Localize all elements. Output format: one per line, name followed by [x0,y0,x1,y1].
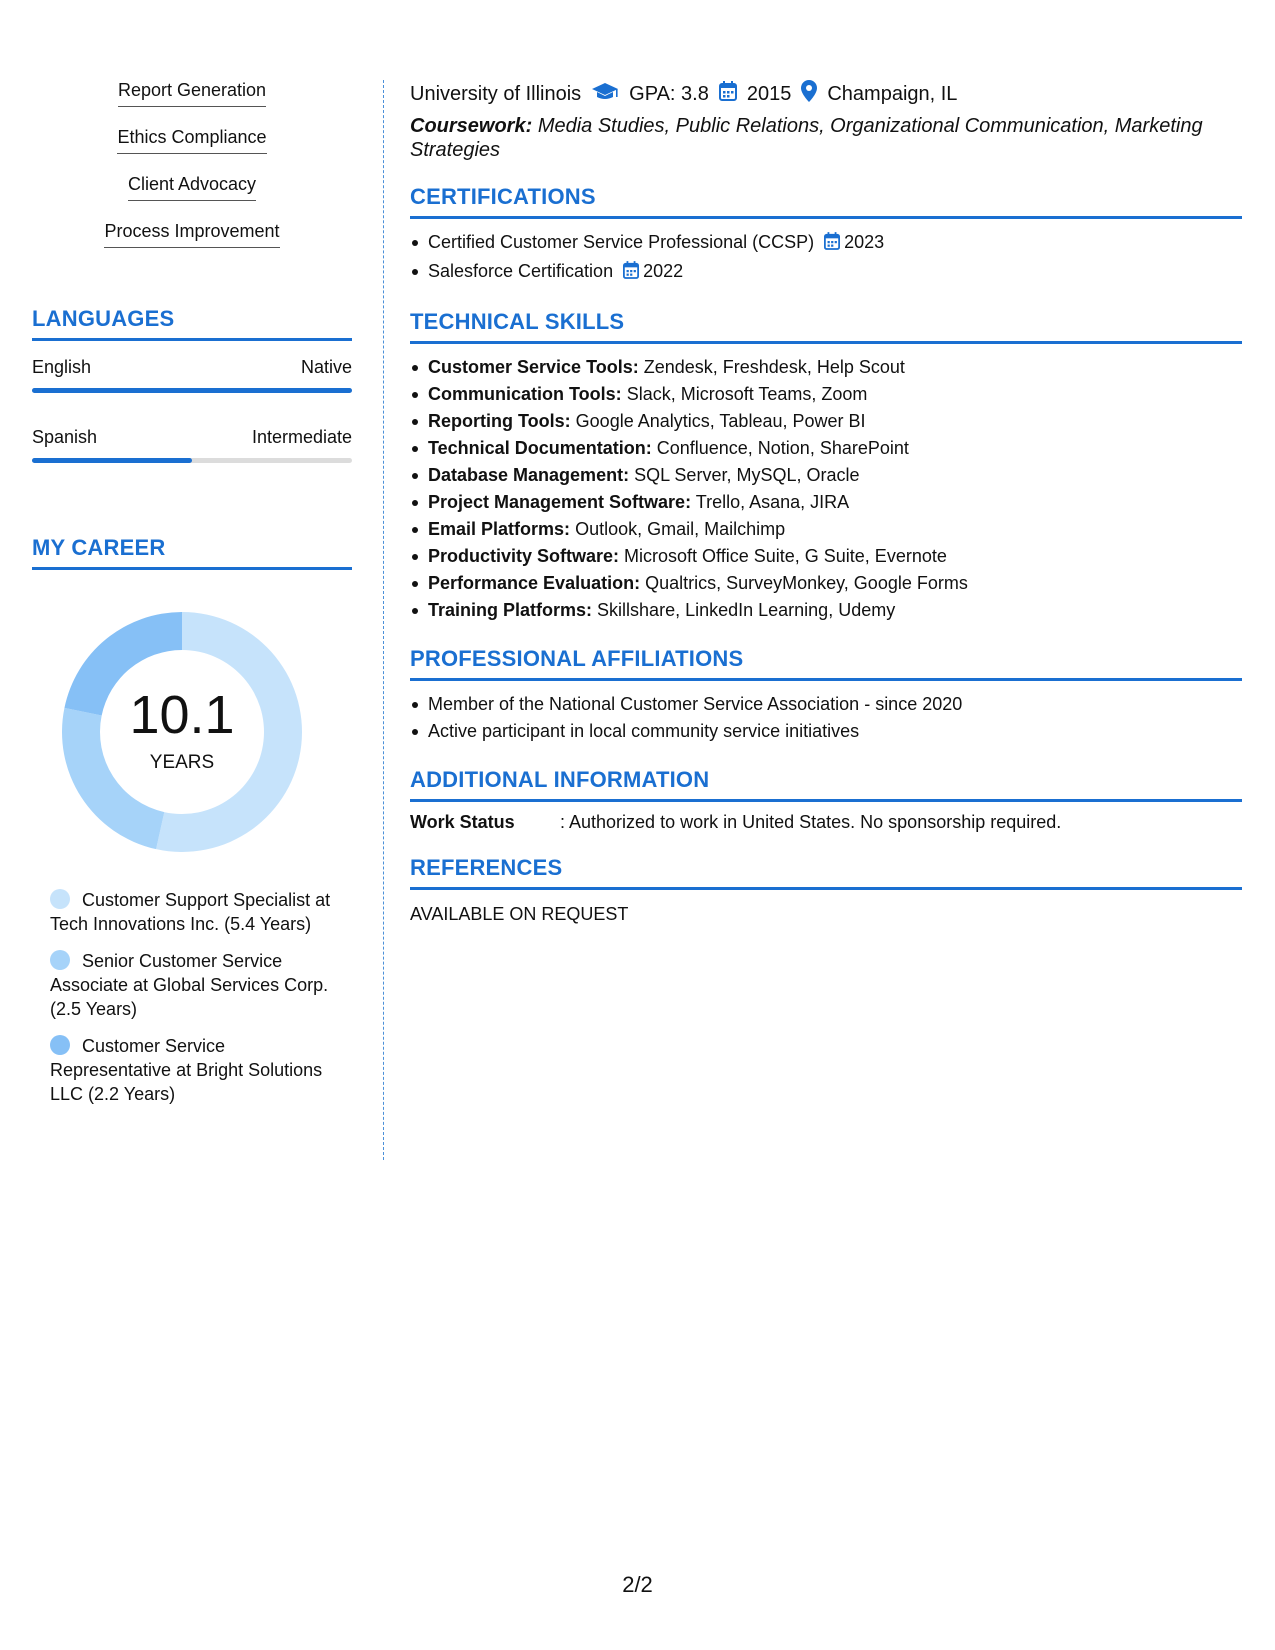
school-name: University of Illinois [410,82,582,105]
technical-skill-item [410,570,1242,597]
technical-skill-value: Microsoft Office Suite, G Suite, Evernote [624,546,947,566]
career-role [50,888,340,936]
calendar-icon [623,260,639,287]
coursework-label: Coursework: [410,115,533,137]
right-column [410,80,1242,925]
technical-skill-value: Outlook, Gmail, Mailchimp [575,519,786,539]
coursework-list: Media Studies, Public Relations, Organizational Communication, Marketing Strategies [410,115,1203,161]
technical-skills-section [410,309,1242,624]
technical-skill-label: Email Platforms: [428,519,571,539]
languages-section [32,306,352,463]
career-section [32,535,352,1106]
technical-skill-label: Customer Service Tools: [428,357,639,377]
calendar-icon [719,81,737,107]
affiliations-section [410,646,1242,745]
legend-dot [50,1035,70,1055]
technical-skill-value: Confluence, Notion, SharePoint [656,438,909,458]
additional-info-title: ADDITIONAL INFORMATION [410,767,1242,802]
legend-dot [50,950,70,970]
languages-title: LANGUAGES [32,306,352,341]
references-section [410,855,1242,925]
career-title: MY CAREER [32,535,352,570]
technical-skill-label: Database Management: [428,465,630,485]
certification-name: Salesforce Certification [428,261,614,281]
technical-skill-item [410,516,1242,543]
certification-item [410,229,1242,258]
technical-skill-label: Performance Evaluation: [428,573,641,593]
coursework [410,114,1242,162]
technical-skill-value: Zendesk, Freshdesk, Help Scout [643,357,905,377]
language-name: English [32,357,92,377]
technical-skill-item [410,381,1242,408]
technical-skill-value: Slack, Microsoft Teams, Zoom [626,384,868,404]
technical-skill-item [410,462,1242,489]
graduation-year: 2015 [746,82,792,105]
technical-skill-label: Productivity Software: [428,546,620,566]
career-donut-chart [62,612,302,852]
column-divider [383,80,384,1160]
technical-skill-item [410,543,1242,570]
page-number: 2/2 [622,1572,653,1597]
technical-skill-item [410,408,1242,435]
skill-list [32,80,352,268]
technical-skill-item [410,489,1242,516]
technical-skill-label: Training Platforms: [428,600,593,620]
work-status-label: Work Status [410,812,515,832]
legend-dot [50,889,70,909]
certification-year: 2022 [643,261,684,281]
technical-skill-item [410,354,1242,381]
technical-skill-item [410,597,1242,624]
additional-info-section [410,767,1242,833]
certification-name: Certified Customer Service Professional (CCSP) [428,232,815,252]
language-bar [32,458,352,463]
technical-skill-item [410,435,1242,462]
language-item [32,427,352,463]
affiliation-item: Active participant in local community service initiatives [410,718,1242,745]
language-item [32,357,352,393]
education-location: Champaign, IL [827,82,958,105]
career-role [50,1034,340,1106]
affiliations-list [410,691,1242,745]
references-text: AVAILABLE ON REQUEST [410,904,629,924]
certification-year: 2023 [844,232,885,252]
certifications-list [410,229,1242,287]
work-status-row [410,812,1242,833]
career-role-label: Senior Customer Service Associate at Global Services Corp. (2.5 Years) [50,951,329,1019]
map-pin-icon [801,80,817,108]
technical-skill-label: Reporting Tools: [428,411,571,431]
work-status-value: : Authorized to work in United States. No sponsorship required. [560,812,1062,832]
certification-item [410,258,1242,287]
technical-skill-value: Trello, Asana, JIRA [695,492,850,512]
skill-item: Process Improvement [104,221,279,248]
technical-skill-value: SQL Server, MySQL, Oracle [634,465,860,485]
certifications-section [410,184,1242,287]
language-bar-fill [32,388,352,393]
affiliations-title: PROFESSIONAL AFFILIATIONS [410,646,1242,681]
gpa: GPA: 3.8 [629,82,709,105]
technical-skill-label: Communication Tools: [428,384,622,404]
language-level: Intermediate [251,427,352,447]
skill-item: Report Generation [118,80,266,107]
affiliation-item: Member of the National Customer Service Association - since 2020 [410,691,1242,718]
calendar-icon [824,231,840,258]
career-role [50,949,340,1021]
certifications-title: CERTIFICATIONS [410,184,1242,219]
skill-item: Ethics Compliance [117,127,266,154]
career-total: 10.1 [129,685,235,745]
language-level: Native [300,357,352,377]
skill-item: Client Advocacy [128,174,256,201]
language-bar-fill [32,458,192,463]
career-role-label: Customer Support Specialist at Tech Innovations Inc. (5.4 Years) [50,890,331,934]
education-line [410,80,1242,108]
technical-skill-label: Technical Documentation: [428,438,652,458]
technical-skills-list [410,354,1242,624]
references-title: REFERENCES [410,855,1242,890]
left-column [32,80,352,1119]
technical-skill-value: Qualtrics, SurveyMonkey, Google Forms [645,573,968,593]
career-legend [50,888,340,1106]
graduation-cap-icon [591,81,619,107]
technical-skill-label: Project Management Software: [428,492,692,512]
language-bar [32,388,352,393]
technical-skills-title: TECHNICAL SKILLS [410,309,1242,344]
career-unit: YEARS [149,752,215,773]
technical-skill-value: Google Analytics, Tableau, Power BI [575,411,866,431]
career-role-label: Customer Service Representative at Bright Solutions LLC (2.2 Years) [50,1036,323,1104]
technical-skill-value: Skillshare, LinkedIn Learning, Udemy [597,600,896,620]
language-name: Spanish [32,427,98,447]
